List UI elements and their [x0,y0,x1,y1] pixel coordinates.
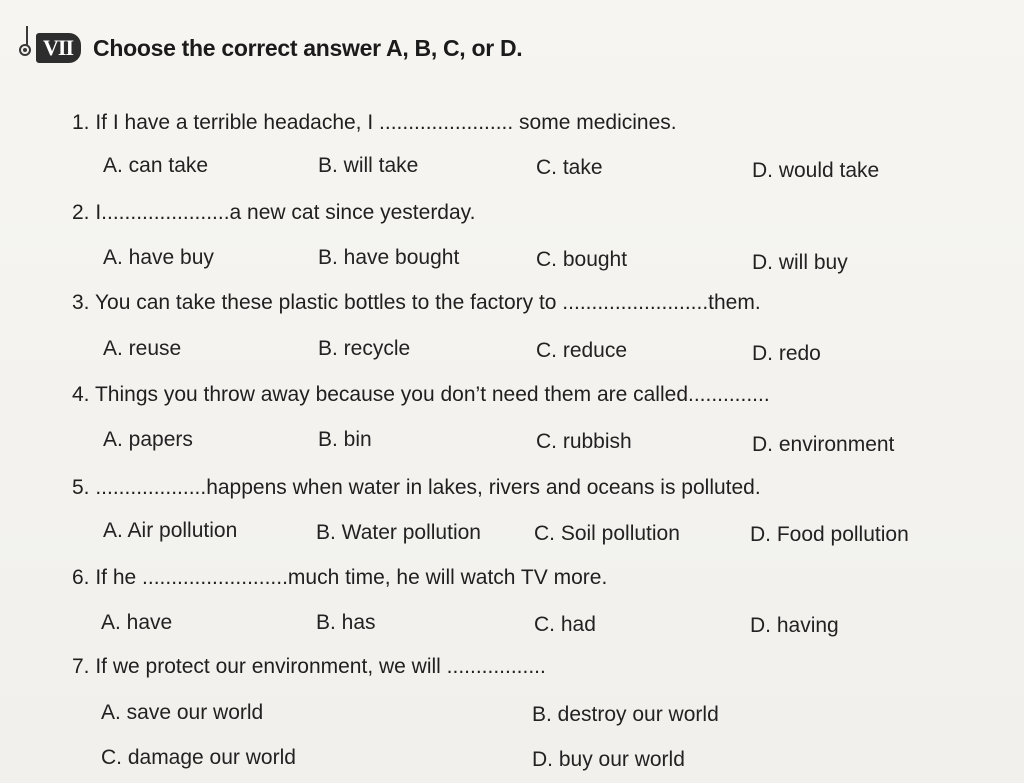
question-2-text: 2. I......................a new cat since yesterday. [72,201,476,224]
exercise-instruction: Choose the correct answer A, B, C, or D. [93,34,523,61]
exercise-header [36,30,522,66]
question-3-option-b[interactable]: B. recycle [318,337,411,360]
question-7-option-a[interactable]: A. save our world [101,701,264,724]
question-1-option-b[interactable]: B. will take [318,154,419,177]
question-2-option-b[interactable]: B. have bought [318,246,460,269]
question-5-option-a[interactable]: A. Air pollution [103,519,238,542]
question-4-option-b[interactable]: B. bin [318,428,372,451]
question-3-option-c[interactable]: C. reduce [536,339,628,362]
question-7-text: 7. If we protect our environment, we will ................. [72,655,546,678]
question-6-option-c[interactable]: C. had [534,613,596,636]
question-1-option-a[interactable]: A. can take [103,154,209,177]
question-4-option-c[interactable]: C. rubbish [536,430,632,453]
exercise-number-badge: VII [36,33,81,63]
question-6-option-b[interactable]: B. has [316,611,376,634]
question-2-option-c[interactable]: C. bought [536,248,628,271]
question-5-option-b[interactable]: B. Water pollution [316,521,481,544]
question-7-option-c[interactable]: C. damage our world [101,746,296,769]
question-5-option-c[interactable]: C. Soil pollution [534,522,680,545]
question-4-option-a[interactable]: A. papers [103,428,193,451]
question-3-option-d[interactable]: D. redo [752,342,821,365]
question-3-option-a[interactable]: A. reuse [103,337,182,360]
question-7-option-d[interactable]: D. buy our world [532,748,685,771]
question-7-option-b[interactable]: B. destroy our world [532,703,719,726]
question-4-text: 4. Things you throw away because you don’t need them are called.............. [72,383,770,406]
question-5-text: 5. ...................happens when water in lakes, rivers and oceans is polluted. [72,476,761,499]
question-1-option-c[interactable]: C. take [536,156,603,179]
question-6-option-d[interactable]: D. having [750,614,839,637]
question-6-option-a[interactable]: A. have [101,611,173,634]
question-3-text: 3. You can take these plastic bottles to the factory to .........................them. [72,291,761,314]
question-1-option-d[interactable]: D. would take [752,159,880,182]
question-5-option-d[interactable]: D. Food pollution [750,523,909,546]
badge-pin-dot-icon [19,44,31,56]
question-2-option-a[interactable]: A. have buy [103,246,214,269]
question-2-option-d[interactable]: D. will buy [752,251,848,274]
question-1-text: 1. If I have a terrible headache, I ....................... some medicines. [72,111,677,134]
question-6-text: 6. If he .........................much time, he will watch TV more. [72,566,608,589]
question-4-option-d[interactable]: D. environment [752,433,895,456]
